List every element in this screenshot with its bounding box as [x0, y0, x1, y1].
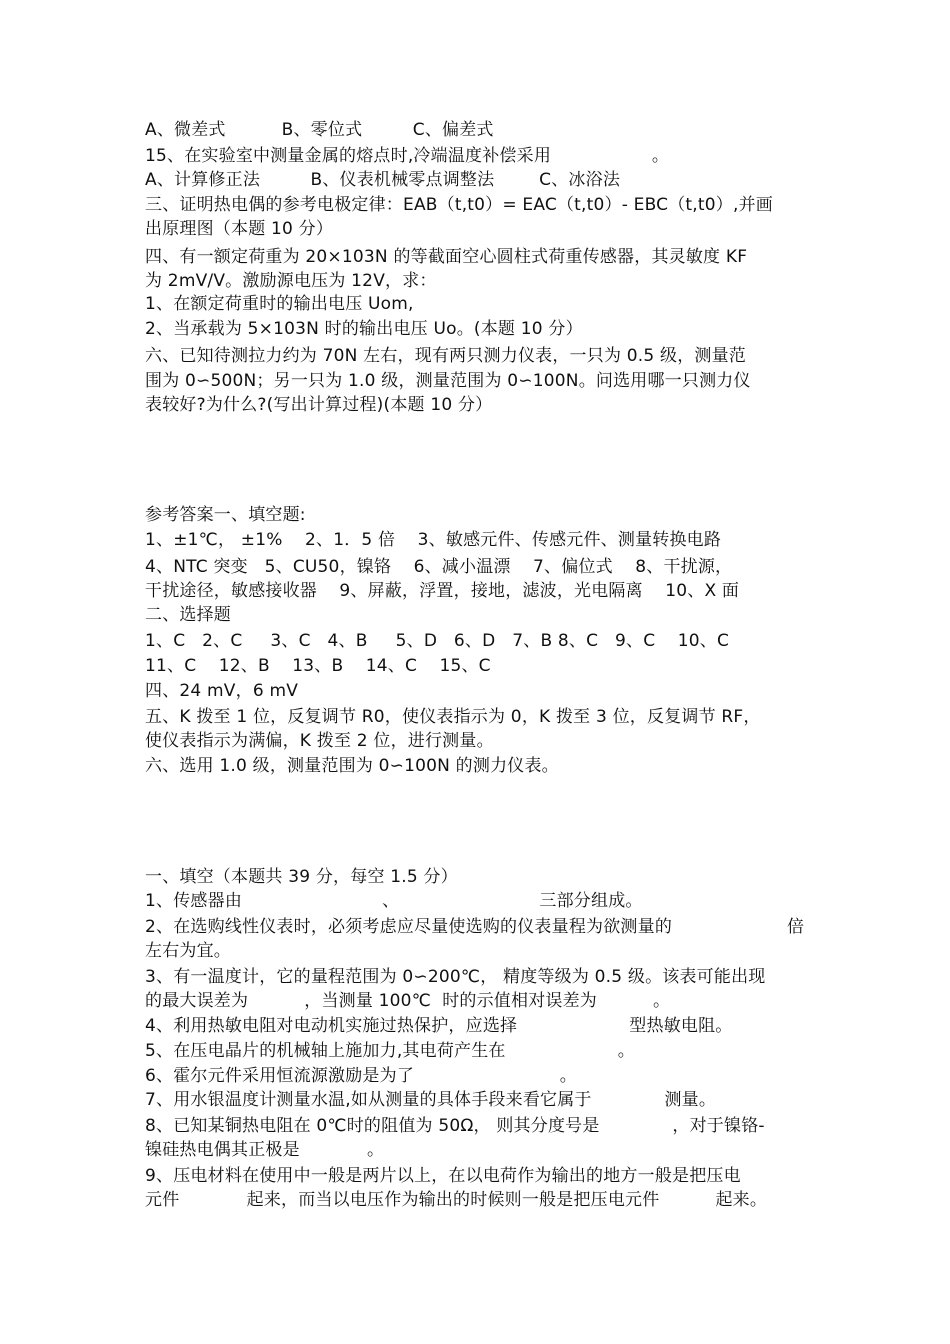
load-sensor-question-line-1: 四、有一额定荷重为 20×103N 的等截面空心圆柱式荷重传感器，其灵敏度 KF [145, 247, 748, 267]
answers-fill-line-3: 干扰途径，敏感接收器 9、屏蔽，浮置，接地，滤波，光电隔离 10、X 面 [145, 581, 740, 601]
force-meter-question-line-1: 六、已知待测拉力约为 70N 左右，现有两只测力仪表，一只为 0.5 级，测量范 [145, 346, 746, 366]
fill-question-8-line-2: 镍硅热电偶其正极是 。 [145, 1140, 385, 1160]
force-meter-question-line-3: 表较好?为什么?(写出计算过程)(本题 10 分） [145, 395, 493, 415]
answers-section-5-line-1: 五、K 拨至 1 位，反复调节 R0，使仪表指示为 0，K 拨至 3 位，反复调节 RF， [145, 707, 761, 727]
fill-section-heading: 一、填空（本题共 39 分，每空 1.5 分） [145, 867, 458, 887]
answers-choice-line-2: 11、C 12、B 13、B 14、C 15、C [145, 656, 491, 676]
proof-question-line-2: 出原理图（本题 10 分） [145, 219, 334, 239]
question-15: 15、在实验室中测量金属的熔点时,冷端温度补偿采用 。 [145, 146, 670, 166]
answers-heading: 参考答案一、填空题: [145, 505, 306, 525]
answers-choice-line-1: 1、C 2、C 3、C 4、B 5、D 6、D 7、B 8、C 9、C 10、C [145, 631, 730, 651]
load-sensor-subquestion-2: 2、当承载为 5×103N 时的输出电压 Uo。(本题 10 分） [145, 319, 583, 339]
answers-section-5-line-2: 使仪表指示为满偏，K 拨至 2 位，进行测量。 [145, 731, 494, 751]
fill-question-6: 6、霍尔元件采用恒流源激励是为了 。 [145, 1066, 577, 1086]
fill-question-4: 4、利用热敏电阻对电动机实施过热保护，应选择 型热敏电阻。 [145, 1016, 733, 1036]
answers-fill-line-2: 4、NTC 突变 5、CU50，镍铬 6、减小温漂 7、偏位式 8、干扰源， [145, 557, 733, 577]
force-meter-question-line-2: 围为 0∽500N；另一只为 1.0 级，测量范围为 0∽100N。问选用哪一只测力仪 [145, 371, 751, 391]
load-sensor-subquestion-1: 1、在额定荷重时的输出电压 Uom, [145, 294, 414, 314]
fill-question-1: 1、传感器由 、 三部分组成。 [145, 891, 643, 911]
fill-question-2-line-1: 2、在选购线性仪表时，必须考虑应尽量使选购的仪表量程为欲测量的 [145, 917, 673, 937]
choice-options-15: A、计算修正法 B、仪表机械零点调整法 C、冰浴法 [145, 170, 621, 190]
fill-question-9-line-2: 元件 起来，而当以电压作为输出的时候则一般是把压电元件 起来。 [145, 1190, 768, 1210]
fill-question-9-line-1: 9、压电材料在使用中一般是两片以上，在以电荷作为输出的地方一般是把压电 [145, 1166, 741, 1186]
answers-section-6: 六、选用 1.0 级，测量范围为 0∽100N 的测力仪表。 [145, 756, 559, 776]
answers-fill-line-1: 1、±1℃， ±1% 2、1．5 倍 3、敏感元件、传感元件、测量转换电路 [145, 530, 722, 550]
fill-question-3-line-1: 3、有一温度计，它的量程范围为 0∽200℃， 精度等级为 0.5 级。该表可能出现 [145, 967, 766, 987]
answers-choice-heading: 二、选择题 [145, 605, 231, 625]
fill-question-3-line-2: 的最大误差为 ，当测量 100℃ 时的示值相对误差为 。 [145, 991, 671, 1011]
fill-question-2-tail: 倍 [787, 917, 804, 937]
proof-question-line-1: 三、证明热电偶的参考电极定律：EAB（t,t0）= EAC（t,t0）- EBC（t,t0）,并画 [145, 195, 773, 215]
fill-question-5: 5、在压电晶片的机械轴上施加力,其电荷产生在 。 [145, 1041, 635, 1061]
fill-question-8-line-1: 8、已知某铜热电阻在 0℃时的阻值为 50Ω， 则其分度号是 ，对于镍铬- [145, 1116, 765, 1136]
answers-section-4: 四、24 mV，6 mV [145, 681, 299, 701]
fill-question-2-line-2: 左右为宜。 [145, 941, 231, 961]
fill-question-7: 7、用水银温度计测量水温,如从测量的具体手段来看它属于 测量。 [145, 1090, 717, 1110]
choice-options-14: A、微差式 B、零位式 C、偏差式 [145, 120, 494, 140]
load-sensor-question-line-2: 为 2mV/V。激励源电压为 12V，求： [145, 271, 437, 291]
